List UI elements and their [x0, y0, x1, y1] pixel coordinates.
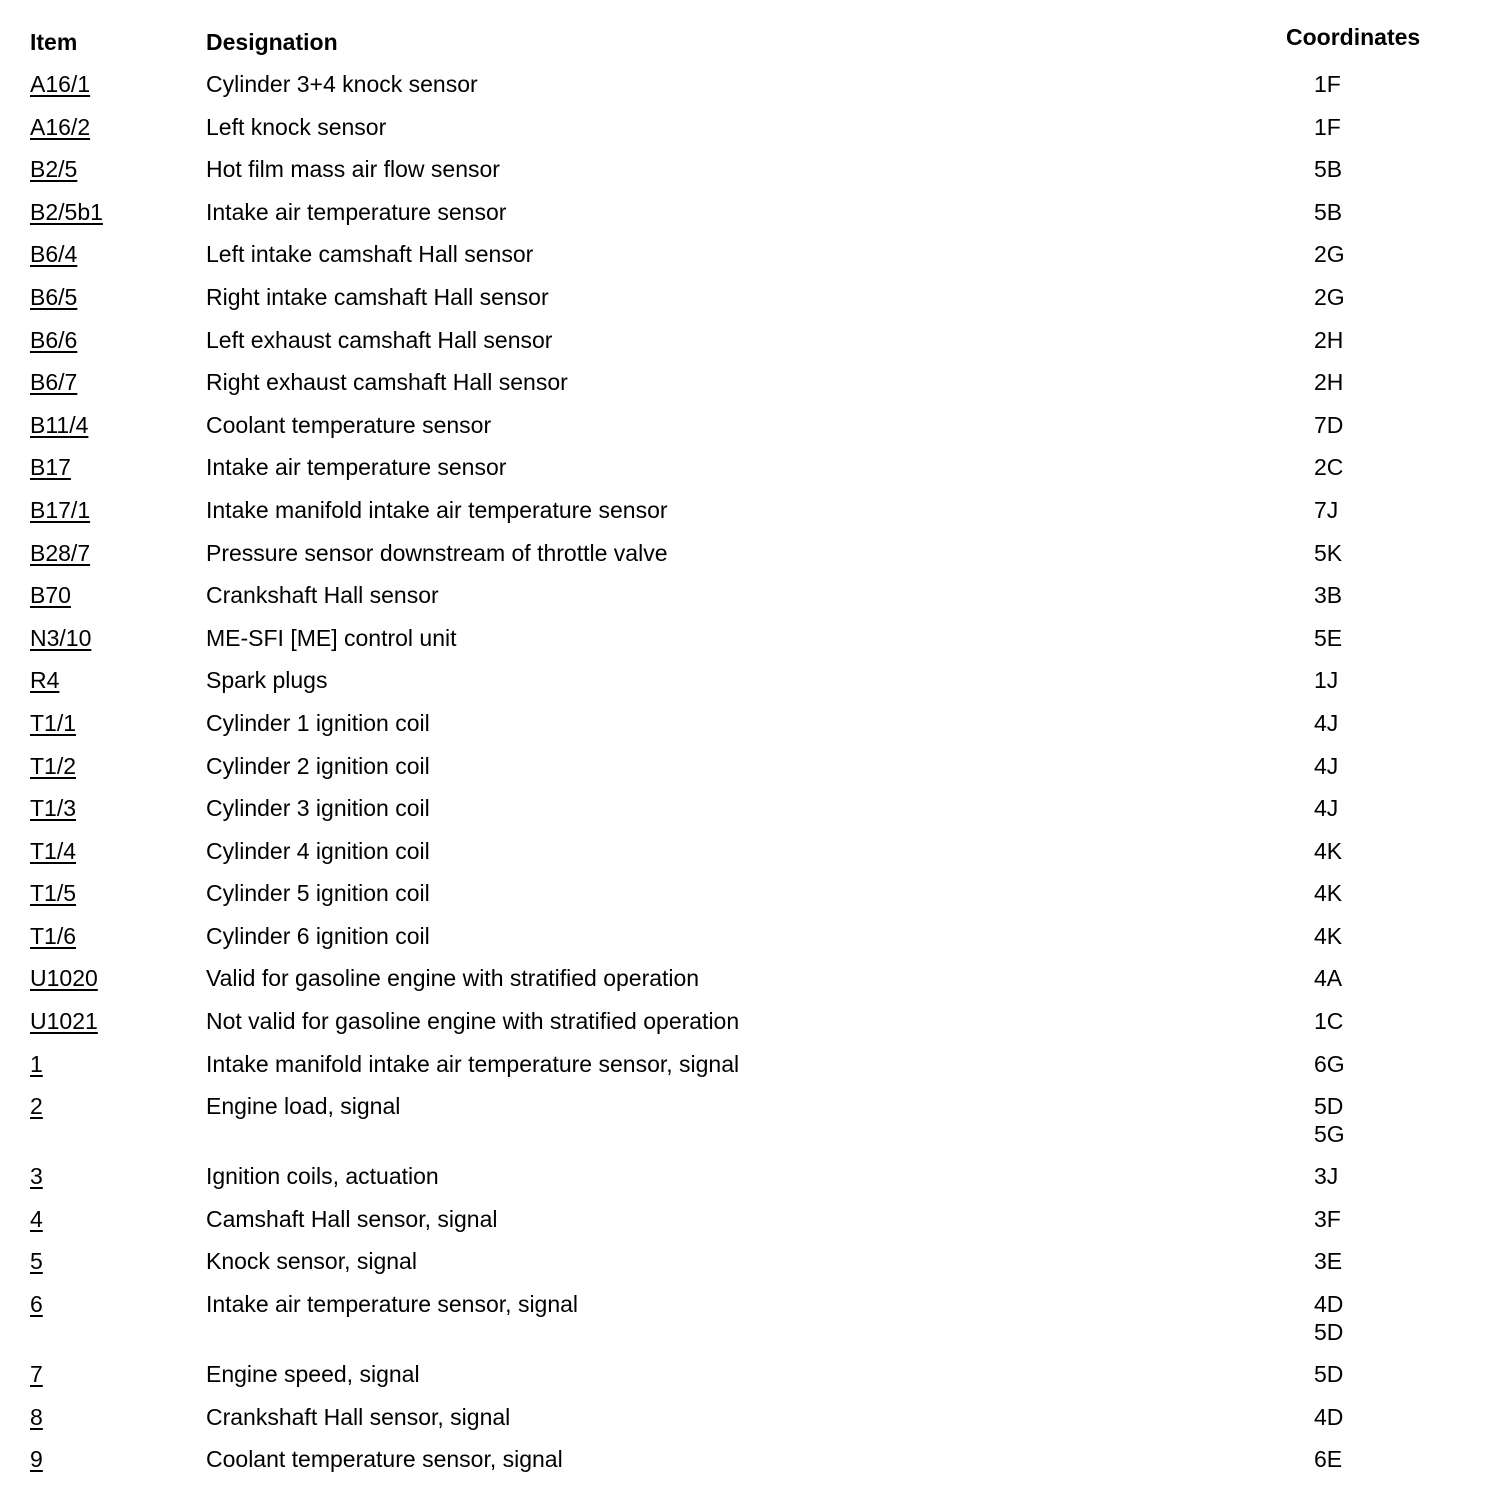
coordinates-cell	[1314, 1403, 1374, 1431]
designation-text: Left knock sensor	[206, 113, 387, 140]
item-link[interactable]: R4	[30, 667, 60, 694]
designation-text: Cylinder 4 ignition coil	[206, 837, 430, 864]
coordinate-value: 3E	[1314, 1248, 1343, 1275]
designation-text: Intake manifold intake air temperature sensor, signal	[206, 1050, 740, 1077]
item-column-header: Item	[30, 29, 78, 55]
coordinates-cell	[1314, 624, 1374, 652]
coordinate-value: 4J	[1314, 752, 1339, 779]
coordinates-cell	[1314, 1050, 1374, 1078]
item-link[interactable]: 8	[30, 1403, 43, 1430]
coordinate-value: 6G	[1314, 1050, 1345, 1077]
designation-text: Cylinder 3 ignition coil	[206, 795, 430, 822]
table-row	[0, 577, 1504, 620]
item-link[interactable]: N3/10	[30, 624, 92, 651]
item-link[interactable]: B6/6	[30, 326, 78, 353]
coordinate-value: 5B	[1314, 198, 1343, 225]
coordinate-value: 7J	[1314, 496, 1339, 523]
table-row	[0, 194, 1504, 237]
table-row	[0, 1441, 1504, 1484]
table-row	[0, 1088, 1504, 1158]
item-link[interactable]: B11/4	[30, 411, 89, 438]
coordinate-value: 3J	[1314, 1163, 1339, 1190]
item-link[interactable]: A16/1	[30, 71, 91, 97]
coordinates-cell	[1314, 922, 1374, 950]
coordinate-value: 2H	[1314, 369, 1344, 396]
designation-text: Right exhaust camshaft Hall sensor	[206, 369, 568, 396]
table-row	[0, 875, 1504, 918]
coordinate-value: 3B	[1314, 582, 1343, 609]
table-row	[0, 1286, 1504, 1356]
coordinates-cell	[1314, 666, 1374, 694]
coordinate-value: 5D	[1314, 1093, 1344, 1120]
coordinate-value: 1F	[1314, 113, 1341, 140]
designation-text: Not valid for gasoline engine with stratified operation	[206, 1008, 740, 1035]
coordinate-value: 4K	[1314, 837, 1343, 864]
item-link[interactable]: B2/5b1	[30, 198, 103, 225]
coordinates-cell	[1314, 752, 1374, 780]
table-row	[0, 1046, 1504, 1089]
item-link[interactable]: B28/7	[30, 539, 91, 566]
item-link[interactable]: U1021	[30, 1008, 98, 1035]
table-row	[0, 66, 1504, 109]
table-row	[0, 535, 1504, 578]
table-row	[0, 322, 1504, 365]
coordinates-cell	[1314, 964, 1374, 992]
designation-text: Valid for gasoline engine with stratified operation	[206, 965, 700, 992]
item-link[interactable]: T1/3	[30, 795, 77, 822]
designation-text: Engine speed, signal	[206, 1361, 420, 1388]
coordinates-cell	[1314, 70, 1374, 98]
coordinates-cell	[1314, 709, 1374, 737]
table-row	[0, 705, 1504, 748]
table-row	[0, 109, 1504, 152]
designation-text: Intake air temperature sensor, signal	[206, 1291, 579, 1318]
designation-column-header: Designation	[206, 29, 338, 55]
designation-text: Crankshaft Hall sensor, signal	[206, 1403, 511, 1430]
coordinates-cell	[1314, 837, 1374, 865]
coordinate-value: 2G	[1314, 241, 1345, 268]
coordinates-cell	[1314, 1290, 1374, 1346]
designation-text: Cylinder 2 ignition coil	[206, 752, 430, 779]
designation-text: Spark plugs	[206, 667, 328, 694]
coordinates-cell	[1314, 496, 1374, 524]
designation-text: ME-SFI [ME] control unit	[206, 624, 457, 651]
coordinate-value: 1J	[1314, 667, 1339, 694]
coordinate-value: 2G	[1314, 283, 1345, 310]
coordinates-cell	[1314, 1162, 1374, 1190]
table-row	[0, 1201, 1504, 1244]
coordinates-cell	[1314, 155, 1374, 183]
coordinate-value: 4J	[1314, 709, 1339, 736]
coordinate-value: 4K	[1314, 922, 1343, 949]
coordinates-cell	[1314, 283, 1374, 311]
designation-text: Intake manifold intake air temperature sensor	[206, 496, 668, 523]
designation-text: Intake air temperature sensor	[206, 454, 507, 481]
table-row	[0, 1399, 1504, 1442]
coordinate-value: 4A	[1314, 965, 1343, 992]
table-row	[0, 960, 1504, 1003]
coordinate-value: 2H	[1314, 326, 1344, 353]
coordinates-cell	[1314, 1360, 1374, 1388]
coordinate-value: 5K	[1314, 539, 1343, 566]
coordinates-cell	[1314, 240, 1374, 268]
item-link[interactable]: 1	[30, 1050, 43, 1077]
coordinate-value: 4K	[1314, 880, 1343, 907]
item-link[interactable]: T1/1	[30, 709, 77, 736]
table-row	[0, 492, 1504, 535]
coordinate-value: 3F	[1314, 1205, 1341, 1232]
item-link[interactable]: 2	[30, 1093, 43, 1120]
coordinates-cell	[1314, 794, 1374, 822]
coordinates-cell	[1314, 326, 1374, 354]
table-row	[0, 790, 1504, 833]
coordinate-value: 7D	[1314, 411, 1344, 438]
coordinate-value: 2C	[1314, 454, 1344, 481]
coordinate-value: 1C	[1314, 1008, 1344, 1035]
designation-text: Hot film mass air flow sensor	[206, 156, 500, 183]
coordinate-value: 5E	[1314, 624, 1343, 651]
designation-text: Cylinder 3+4 knock sensor	[206, 71, 478, 97]
coordinate-value: 4D	[1314, 1291, 1344, 1318]
designation-text: Cylinder 6 ignition coil	[206, 922, 430, 949]
table-row	[0, 407, 1504, 450]
item-link[interactable]: 7	[30, 1361, 43, 1388]
coordinate-value: 5D	[1314, 1319, 1344, 1346]
designation-text: Crankshaft Hall sensor	[206, 582, 439, 609]
designation-text: Camshaft Hall sensor, signal	[206, 1205, 498, 1232]
item-link[interactable]: U1020	[30, 965, 98, 992]
item-link[interactable]: A16/2	[30, 113, 91, 140]
designation-text: Right intake camshaft Hall sensor	[206, 283, 549, 310]
item-link[interactable]: B17	[30, 454, 71, 481]
item-link[interactable]: 6	[30, 1291, 43, 1318]
coordinates-cell	[1314, 539, 1374, 567]
coordinates-cell	[1314, 1007, 1374, 1035]
designation-text: Engine load, signal	[206, 1093, 401, 1120]
table-row	[0, 620, 1504, 663]
item-link[interactable]: T1/5	[30, 880, 77, 907]
coordinate-value: 4J	[1314, 795, 1339, 822]
designation-text: Ignition coils, actuation	[206, 1163, 439, 1190]
designation-text: Left intake camshaft Hall sensor	[206, 241, 534, 268]
item-link[interactable]: B70	[30, 582, 71, 609]
coordinates-cell	[1314, 411, 1374, 439]
designation-text: Cylinder 5 ignition coil	[206, 880, 430, 907]
table-row	[0, 833, 1504, 876]
table-row	[0, 748, 1504, 791]
table-row	[0, 151, 1504, 194]
designation-text: Intake air temperature sensor	[206, 198, 507, 225]
coordinate-value: 6E	[1314, 1446, 1343, 1473]
table-row	[0, 279, 1504, 322]
item-link[interactable]: 3	[30, 1163, 43, 1190]
item-link[interactable]: B2/5	[30, 156, 78, 183]
item-link[interactable]: T1/6	[30, 922, 77, 949]
coordinates-cell	[1314, 1247, 1374, 1275]
coordinates-cell	[1314, 198, 1374, 226]
table-row	[0, 364, 1504, 407]
item-link[interactable]: 9	[30, 1446, 43, 1473]
coordinate-value: 1F	[1314, 71, 1341, 97]
coordinate-value: 4D	[1314, 1403, 1344, 1430]
table-row	[0, 1356, 1504, 1399]
coordinates-cell	[1314, 453, 1374, 481]
coordinates-cell	[1314, 368, 1374, 396]
coordinates-cell	[1314, 1445, 1374, 1473]
coordinates-cell	[1314, 581, 1374, 609]
coordinates-cell	[1314, 1092, 1374, 1148]
table-row	[0, 662, 1504, 705]
table-row	[0, 1003, 1504, 1046]
table-row	[0, 918, 1504, 961]
coordinates-column-header: Coordinates	[1286, 24, 1421, 50]
item-link[interactable]: T1/2	[30, 752, 77, 779]
item-link[interactable]: B17/1	[30, 496, 91, 523]
table-row	[0, 449, 1504, 492]
designation-text: Coolant temperature sensor	[206, 411, 492, 438]
coordinates-cell	[1314, 113, 1374, 141]
legend-rows	[0, 66, 1504, 1484]
table-row	[0, 236, 1504, 279]
coordinates-cell	[1314, 1205, 1374, 1233]
item-link[interactable]: T1/4	[30, 837, 77, 864]
table-row	[0, 1158, 1504, 1201]
item-link[interactable]: B6/4	[30, 241, 78, 268]
designation-text: Coolant temperature sensor, signal	[206, 1446, 563, 1473]
designation-text: Knock sensor, signal	[206, 1248, 417, 1275]
table-row	[0, 1243, 1504, 1286]
coordinate-value: 5D	[1314, 1361, 1344, 1388]
item-link[interactable]: B6/5	[30, 283, 78, 310]
designation-text: Pressure sensor downstream of throttle valve	[206, 539, 668, 566]
coordinate-value: 5B	[1314, 156, 1343, 183]
coordinates-cell	[1314, 879, 1374, 907]
coordinate-value: 5G	[1314, 1121, 1345, 1148]
designation-text: Cylinder 1 ignition coil	[206, 709, 430, 736]
item-link[interactable]: B6/7	[30, 369, 78, 396]
item-link[interactable]: 4	[30, 1205, 43, 1232]
item-link[interactable]: 5	[30, 1248, 43, 1275]
designation-text: Left exhaust camshaft Hall sensor	[206, 326, 553, 353]
